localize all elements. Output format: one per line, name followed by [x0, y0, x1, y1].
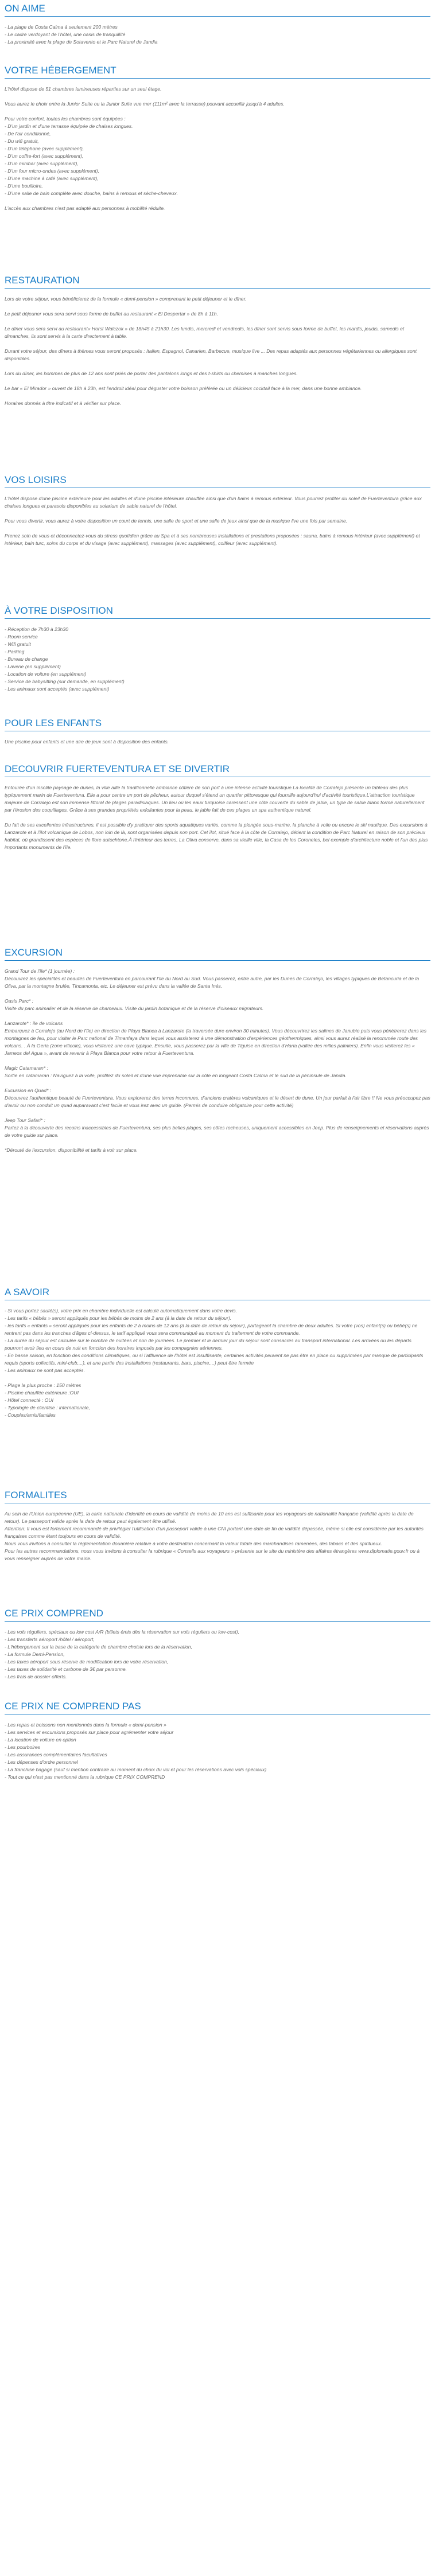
- text-line: Jeep Tour Safari* :: [5, 1117, 45, 1123]
- section-body: [5, 85, 430, 212]
- section-title: RESTAURATION: [5, 275, 80, 286]
- text-line: Pour votre confort, toutes les chambres sont équipées :: [5, 116, 126, 122]
- list-item: - Wifi gratuit: [5, 641, 31, 647]
- section-body: [5, 1628, 430, 1681]
- list-item: - Piscine chauffée extérieure :OUI: [5, 1390, 79, 1396]
- section-title: À VOTRE DISPOSITION: [5, 605, 113, 616]
- list-item: - Les frais de dossier offerts.: [5, 1674, 67, 1679]
- text-line: L'accès aux chambres n'est pas adapté aux personnes à mobilité réduite.: [5, 205, 165, 211]
- text-line: Oasis Parc* :: [5, 998, 34, 1004]
- text-line: - D'un téléphone (avec supplément),: [5, 146, 84, 151]
- section-savoir: [5, 1286, 430, 1419]
- section-divider: [5, 618, 430, 619]
- section-title: A SAVOIR: [5, 1287, 50, 1297]
- text-line: Découvrez l'authentique beauté de Fuerteventura. Vous explorerez des terres inconnues, d'anciens cratères volcaniques et le désert de dune. Un jour parfait à l'air libre !! Ne vous préoccupez pas d'avoir ou non conduit un quad auparavant c'est facile et vous irez avec un guide. (Permis de conduire obligatoire pour cette activité): [5, 1095, 430, 1108]
- section-enfants: [5, 717, 430, 746]
- text-line: - D'un coffre-fort (avec supplément),: [5, 153, 84, 159]
- list-item: - Plage la plus proche : 150 mètres: [5, 1382, 81, 1388]
- text-line: Pour vous divertir, vous aurez à votre disposition un court de tennis, une salle de sport et une salle de jeux ainsi que de la musique live une fois par semaine.: [5, 518, 348, 524]
- list-item: - Les tarifs « bébés » seront appliqués pour les bébés de moins de 2 ans (à la date de retour du séjour).: [5, 1315, 232, 1321]
- section-title: FORMALITES: [5, 1490, 67, 1501]
- list-item: - Les assurances complémentaires facultatives: [5, 1752, 107, 1757]
- text-line: Durant votre séjour, des dîners à thèmes vous seront proposés : Italien, Espagnol, Canarien, Barbecue, musique live ... Des repas adaptés aux personnes végétariennes ou allergiques sont disponibles.: [5, 348, 417, 361]
- text-line: - D'un minibar (avec supplément),: [5, 161, 79, 166]
- section-body: [5, 495, 430, 547]
- section-divider: [5, 78, 430, 79]
- text-line: Partez à la découverte des recoins inaccessibles de Fuerteventura, ses plus belles plages, ses côtes rocheuses, uniquement accessibles en Jeep. Plus de renseignements et réservations auprès de votre guide sur place.: [5, 1125, 429, 1138]
- section-body: [5, 626, 430, 693]
- list-item: - Bureau de change: [5, 656, 48, 662]
- list-item: - Les dépenses d'ordre personnel: [5, 1759, 78, 1765]
- text-line: Découvrez les spécialités et beautés de Fuerteventura en parcourant l'île du Nord au Sud. Vous passerez, entre autre, par les Dunes de Corralejo, les villages typiques de Betancuria et de la Oliva, par la montagne brulée, Tincamonta, etc. Le déjeuner est prévu dans la vallée de Santa Inés.: [5, 976, 420, 989]
- list-item: - Si vous portez sauté(s), votre prix en chambre individuelle est calculé automatiquement dans votre devis.: [5, 1308, 238, 1314]
- text-line: Le dîner vous sera servi au restaurant« Horst Walczok » de 18h45 à 21h30. Les lundis, mercredi et vendredis, les dîner sont servis sous forme de buffet, les mardis, jeudis, samedis et dimanches, ils sont servis à la carte directement à table.: [5, 326, 405, 339]
- text-line: Le petit déjeuner vous sera servi sous forme de buffet au restaurant « El Despertar » de 8h à 11h.: [5, 311, 218, 317]
- text-line: - Le cadre verdoyant de l'hôtel, une oasis de tranquillité: [5, 32, 126, 37]
- list-item: - La formule Demi-Pension,: [5, 1651, 65, 1657]
- list-item: - Réception de 7h30 à 23h30: [5, 626, 68, 632]
- text-line: Vous aurez le choix entre la Junior Suite ou la Junior Suite vue mer (111m² avec la terrasse) pouvant accueillir jusqu'à 4 adultes.: [5, 101, 285, 107]
- list-item: - Room service: [5, 634, 38, 640]
- list-item: - Les vols réguliers, spéciaux ou low cost A/R (billets émis dès la réservation sur vols réguliers ou low-cost),: [5, 1629, 239, 1635]
- text-line: Grand Tour de l'île* (1 journée) :: [5, 968, 75, 974]
- list-item: - Les services et excursions proposés sur place pour agrémenter votre séjour: [5, 1729, 174, 1735]
- section-hebergement: [5, 64, 430, 212]
- section-body: [5, 784, 430, 851]
- list-item: - Tout ce qui n'est pas mentionné dans la rubrique CE PRIX COMPREND: [5, 1774, 165, 1780]
- section-comprend: [5, 1607, 430, 1681]
- text-line: Embarquez à Corralejo (au Nord de l'île) en direction de Playa Blanca à Lanzarote (la traversée dure environ 30 minutes). Vous découvrirez les salines de Janubio puis vous pénètrerez dans les montagnes de feu, pour visiter le Parc national de Timanfaya dans lequel vous assisterez à une démonstration d'expériences géothermiques, ainsi vous aurez réalisé la renommée route des volcans. . À la Geria (zone viticole), vous visiterez une cave typique. Ensuite, vous passerez par la ville de Tiguise en direction d'Haria (vallée des milles palmiers). Enfin vous visiterez les « Jameos del Agua », avant de revenir à Playa Blanca pour votre retour à Fuerteventura.: [5, 1028, 427, 1056]
- list-item: - Laverie (en supplément): [5, 664, 61, 669]
- section-divider: [5, 1621, 430, 1622]
- text-line: Magic Catamaran* :: [5, 1065, 48, 1071]
- text-line: L'hôtel dispose d'une piscine extérieure pour les adultes et d'une piscine intérieure chauffée ainsi que d'un bains à remous extérieur. Vous pourrez profiter du soleil de Fuerteventura grâce aux chaises longues et parasols disponibles au solarium de sable naturel de l'hôtel.: [5, 496, 422, 509]
- text-line: Sortie en catamaran : Naviguez à la voile, profitez du soleil et d'une vue imprenable sur la côte en longeant Costa Calma et le sud de la péninsule de Jandia.: [5, 1073, 347, 1078]
- section-divider: [5, 16, 430, 17]
- list-item: - Couples/amis/familles: [5, 1412, 56, 1418]
- text-line: - De l'air conditionné,: [5, 131, 51, 137]
- list-item: - Hôtel connecté : OUI: [5, 1397, 54, 1403]
- text-line: Lors de votre séjour, vous bénéficierez de la formule « demi-pension » comprenant le petit déjeuner et le dîner.: [5, 296, 247, 302]
- section-title: ON AIME: [5, 3, 45, 14]
- section-restauration: [5, 274, 430, 407]
- text-line: - D'une machine à café (avec supplément),: [5, 176, 99, 181]
- section-formalites: [5, 1489, 430, 1562]
- list-item: - les tarifs « enfants » seront appliqués pour les enfants de 2 à moins de 12 ans (à la date de retour du séjour), partageant la chambre de deux adultes. Si votre (vos) enfant(s) ou bébé(s) ne rentrent pas dans les tranches d'âges ci-dessus, le tarif appliqué vous sera communiqué au moment du traitement de votre commande.: [5, 1323, 418, 1336]
- section-title: EXCURSION: [5, 947, 63, 958]
- list-item: - Location de voiture (en supplément): [5, 671, 87, 677]
- section-excursion: [5, 946, 430, 1154]
- text-line: - La proximité avec la plage de Sotavento et le Parc Naturel de Jandia: [5, 39, 158, 45]
- section-disposition: [5, 605, 430, 693]
- text-line: - D'une salle de bain complète avec douche, bains à remous et sèche-cheveux.: [5, 190, 178, 196]
- text-line: - D'une bouilloire,: [5, 183, 43, 189]
- list-item: - Parking: [5, 649, 25, 654]
- list-item: - Les pourboires: [5, 1744, 41, 1750]
- text-line: Excursion en Quad* :: [5, 1088, 52, 1093]
- text-line: Lanzarote* : île de volcans: [5, 1020, 63, 1026]
- section-divider: [5, 288, 430, 289]
- section-title: VOS LOISIRS: [5, 474, 67, 485]
- text-line: - La plage de Costa Calma à seulement 200 mètres: [5, 24, 118, 30]
- text-line: - D'un four micro-ondes (avec supplément),: [5, 168, 99, 174]
- section-divider: [5, 960, 430, 961]
- section-body: [5, 1307, 430, 1419]
- list-item: - La durée du séjour est calculée sur le nombre de nuitées et non de journées. Le premier et le dernier jour du séjour sont consacrés au transport international. Les arrivées ou les départs pourront avoir lieu en cours de nuit en fonction des horaires imposés par les compagnies aériennes.: [5, 1338, 411, 1351]
- section-body: [5, 24, 430, 46]
- text-line: Visite du parc animalier et de la réserve de chameaux. Visite du jardin botanique et de la réserve d'oiseaux migrateurs.: [5, 1006, 264, 1011]
- section-decouvrir: [5, 763, 430, 851]
- list-item: - La franchise bagage (sauf si mention contraire au moment du choix du vol et pour les réservations avec vols spéciaux): [5, 1767, 267, 1772]
- text-line: L'hôtel dispose de 51 chambres lumineuses réparties sur un seul étage.: [5, 86, 162, 92]
- section-title: CE PRIX COMPREND: [5, 1608, 103, 1619]
- list-item: - L'hébergement sur la base de la catégorie de chambre choisie lors de la réservation,: [5, 1644, 192, 1650]
- list-item: - En basse saison, en fonction des conditions climatiques, ou si l'affluence de l'hôtel est insuffisante, certaines activités peuvent ne pas être en place ou supprimées par manque de participants requis (sports collectifs, mini-club,...), et une partie des installations (restaurants, bars, piscine,...) peut être fermée: [5, 1353, 424, 1366]
- section-body: [5, 738, 430, 746]
- text-line: Une piscine pour enfants et une aire de jeux sont à disposition des enfants.: [5, 739, 169, 745]
- section-title: POUR LES ENFANTS: [5, 718, 102, 728]
- list-item: - Les animaux ne sont pas acceptés.: [5, 1367, 85, 1373]
- section-title: CE PRIX NE COMPREND PAS: [5, 1701, 141, 1712]
- section-body: [5, 1510, 430, 1562]
- text-line: - Du wifi gratuit,: [5, 138, 39, 144]
- section-on-aime: [5, 2, 430, 46]
- section-ne-comprend-pas: [5, 1700, 430, 1781]
- text-line: Pour les autres recommandations, nous vous invitons à consulter la rubrique « Conseils aux voyageurs » présente sur le site du ministère des affaires étrangères www.diplomatie.gouv.fr ou à vous renseigner auprès de votre mairie.: [5, 1548, 420, 1561]
- list-item: - Les repas et boissons non mentionnés dans la formule « demi-pension »: [5, 1722, 166, 1728]
- section-loisirs: [5, 474, 430, 547]
- text-line: Horaires donnés à titre indicatif et à vérifier sur place.: [5, 400, 122, 406]
- section-title: VOTRE HÉBERGEMENT: [5, 65, 116, 76]
- list-item: - Les taxes aéroport sous réserve de modification lors de votre réservation,: [5, 1659, 169, 1665]
- text-line: Lors du dîner, les hommes de plus de 12 ans sont priés de porter des pantalons longs et des t-shirts ou chemises à manches longues.: [5, 371, 298, 376]
- list-item: - Service de babysitting (sur demande, en supplément): [5, 679, 125, 684]
- list-item: - Les transferts aéroport /hôtel / aéroport,: [5, 1636, 95, 1642]
- text-line: *Dérouté de l'excursion, disponibilité et tarifs à voir sur place.: [5, 1147, 138, 1153]
- section-title: DECOUVRIR FUERTEVENTURA ET SE DIVERTIR: [5, 763, 230, 774]
- text-line: Attention: Il vous est fortement recommandé de privilégier l'utilisation d'un passeport valide à une CNI portant une date de fin de validité dépassée, même si elle est considérée par les autorités françaises comme étant toujours en cours de validité.: [5, 1526, 424, 1539]
- text-line: Du fait de ses excellentes infrastructures, il est possible d'y pratiquer des sports aquatiques variés, comme la plongée sous-marine, la planche à voile ou encore le ski nautique. Des excursions à Lanzarote et à l'îlot volcanique de Lobos, non loin de là, sont organisées depuis son port. Cet îlot, situé face à la côte de Corralejo, détient la condition de Parc Naturel en raison de son précieux habitat, où grandissent des espèces de flore autochtone.À l'intérieur des terres, La Oliva conserve, dans sa vieille ville, la Casa de los Coroneles, bel exemple d'architecture noble et l'un des plus importants monuments de l'île.: [5, 822, 428, 850]
- list-item: - Les taxes de solidarité et carbone de 3€ par personne.: [5, 1666, 127, 1672]
- list-item: - Les animaux sont acceptés (avec supplément): [5, 686, 110, 692]
- text-line: Entourée d'un insolite paysage de dunes, la ville aille la traditionnelle ambiance côtière de son port à une intense activité touristique.La localité de Corralejo présente un tableau des plus typiquement marin de Fuerteventura. Elle a pour centre un port de pêcheur, autour duquel s'étend un quartier pittoresque qui fournille aujourd'hui d'activité touristique.L'attraction touristique majeure de Corralejo est son immense littoral de plages paradisiaques. Un lieu où les eaux turquoise caressent une côte couverte du sable de jable, un type de sable blanc formé naturellement par l'érosion des coquillages. Grâce à ses grandes propriétés exfoliantes pour la peau, le jable fait de ces plages un spa authentique naturel.: [5, 785, 425, 813]
- text-line: Au sein de l'Union européenne (UE), la carte nationale d'identité en cours de validité de moins de 10 ans est suffisante pour les voyageurs de nationalité française (validité après la date de retour). Le passeport valide après la date de retour peut également être utilisé.: [5, 1511, 414, 1524]
- list-item: - La location de voiture en option: [5, 1737, 76, 1743]
- text-line: Prenez soin de vous et déconnectez-vous du stress quotidien grâce au Spa et à ses nombreuses installations et prestations proposées : sauna, bains à remous intérieur (avec supplément) et intérieur, bain turc, soins du corps et du visage (avec supplément), massages (avec supplément), coiffeur (avec supplément).: [5, 533, 420, 546]
- section-body: [5, 1721, 430, 1781]
- text-line: Nous vous invitons à consulter la réglementation douanière relative à votre destination concernant la valeur totale des marchandises ramenées, des tabacs et des spiritueux.: [5, 1541, 382, 1546]
- text-line: Le bar « El Mirador » ouvert de 18h à 23h, est l'endroit idéal pour déguster votre boisson préférée ou un délicieux cocktail face à la mer, dans une bonne ambiance.: [5, 385, 362, 391]
- text-line: - D'un jardin et d'une terrasse équipée de chaises longues.: [5, 123, 133, 129]
- section-body: [5, 295, 430, 407]
- list-item: - Typologie de clientèle : internationale,: [5, 1405, 90, 1410]
- section-body: [5, 968, 430, 1154]
